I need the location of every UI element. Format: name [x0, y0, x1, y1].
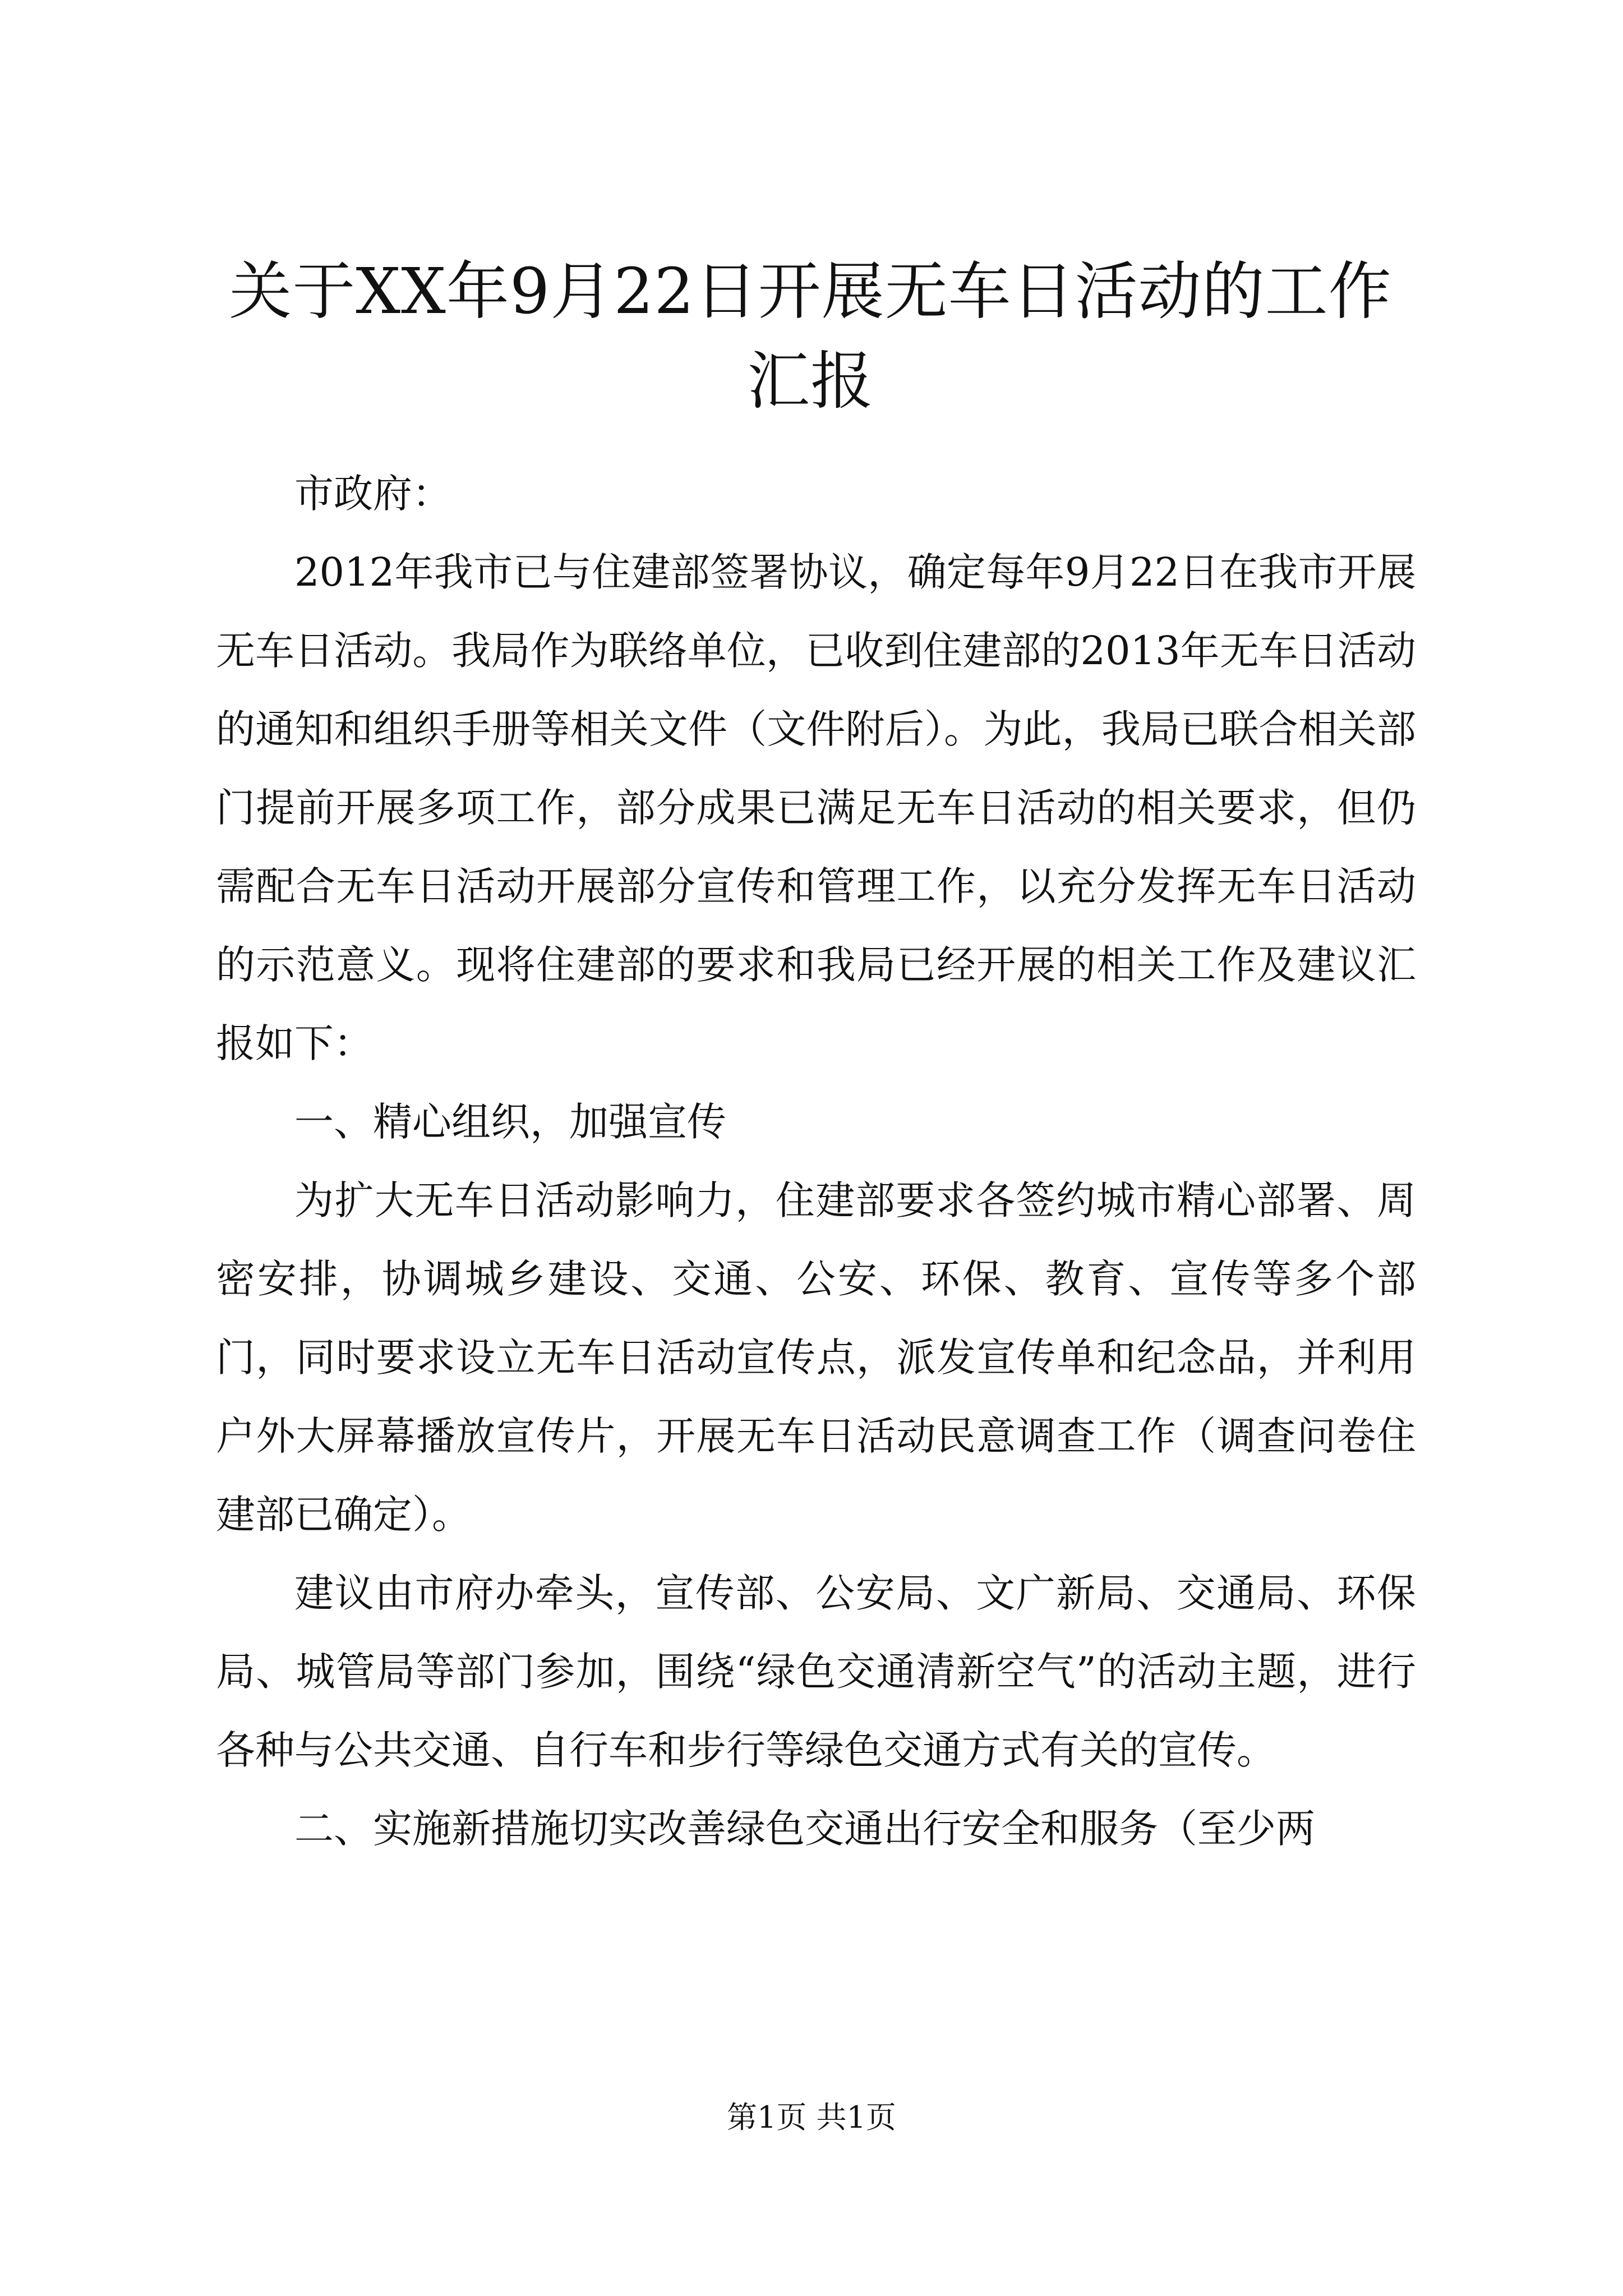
- document-title: 关于XX年9月22日开展无车日活动的工作汇报: [229, 255, 1392, 418]
- paragraph-intro: 2012年我市已与住建部签署协议，确定每年9月22日在我市开展无车日活动。我局作为联络单位，已收到住建部的2013年无车日活动的通知和组织手册等相关文件（文件附后）。为此，我局已联合相关部门提前开展多项工作，部分成果已满足无车日活动的相关要求，但仍需配合无车日活动开展部分宣传和管理工作，以充分发挥无车日活动的示范意义。现将住建部的要求和我局已经开展的相关工作及建议汇报如下：: [216, 549, 1416, 1066]
- paragraph-requirements: 为扩大无车日活动影响力，住建部要求各签约城市精心部署、周密安排，协调城乡建设、交通、公安、环保、教育、宣传等多个部门，同时要求设立无车日活动宣传点，派发宣传单和纪念品，并利用户外大屏幕播放宣传片，开展无车日活动民意调查工作（调查问卷住建部已确定）。: [216, 1177, 1416, 1538]
- paragraph-suggestion: 建议由市府办牵头，宣传部、公安局、文广新局、交通局、环保局、城管局等部门参加，围绕“绿色交通清新空气”的活动主题，进行各种与公共交通、自行车和步行等绿色交通方式有关的宣传。: [216, 1570, 1416, 1773]
- section-heading-2: 二、实施新措施切实改善绿色交通出行安全和服务（至少两: [294, 1806, 1315, 1852]
- salutation: 市政府：: [294, 471, 451, 517]
- document-body: [216, 454, 1416, 1868]
- section-heading-1: 一、精心组织，加强宣传: [294, 1099, 726, 1145]
- page-footer: 第1页 共1页: [727, 2100, 896, 2135]
